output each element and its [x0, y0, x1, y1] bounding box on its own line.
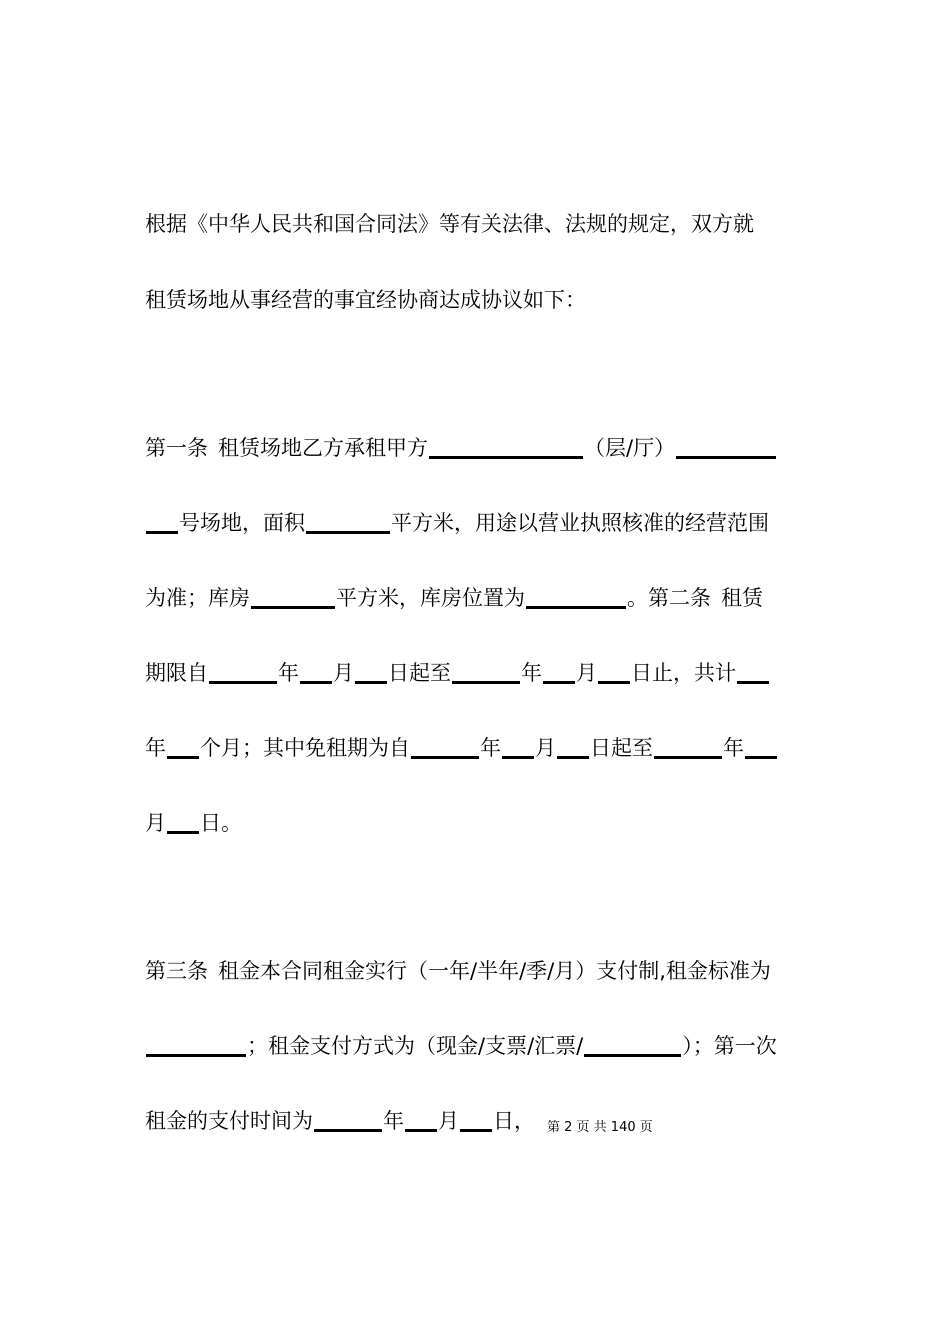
day-from-label: 日起至 — [590, 736, 653, 760]
rent-free-label: 个月；其中免租期为自 — [200, 736, 410, 760]
intro-text-1: 根据《中华人民共和国合同法》等有关法律、法规的规定，双方就 — [145, 212, 754, 236]
floor-blank[interactable] — [429, 448, 583, 459]
article-3-line-2 — [145, 1026, 777, 1066]
article-3-line-3 — [145, 1101, 653, 1141]
month-label: 月 — [333, 661, 354, 685]
year-label: 年 — [383, 1109, 404, 1133]
article-1-line-1 — [145, 428, 777, 468]
warehouse-location-blank[interactable] — [526, 598, 626, 609]
area-blank[interactable] — [306, 523, 390, 534]
payment-day-blank[interactable] — [460, 1121, 492, 1132]
free-end-day-blank[interactable] — [167, 823, 199, 834]
article-3-line-1 — [145, 951, 771, 991]
usage-text: 平方米，用途以营业执照核准的经营范围 — [391, 511, 769, 535]
year-label: 年 — [145, 736, 166, 760]
payment-time-label: 租金的支付时间为 — [145, 1109, 313, 1133]
intro-line-1 — [145, 204, 754, 244]
month-label: 月 — [438, 1109, 459, 1133]
article-2-title: 租赁 — [721, 586, 763, 610]
day-end-label: 日。 — [200, 811, 242, 835]
end-day-blank[interactable] — [598, 673, 630, 684]
site-number-blank-end[interactable] — [146, 523, 178, 534]
payment-method-label: ；租金支付方式为（现金/支票/汇票/ — [247, 1034, 584, 1058]
year-label: 年 — [521, 661, 542, 685]
end-year-blank[interactable] — [452, 673, 520, 684]
payment-other-blank[interactable] — [584, 1046, 681, 1057]
article-1-line-2 — [145, 503, 769, 543]
payment-month-blank[interactable] — [405, 1121, 437, 1132]
start-year-blank[interactable] — [209, 673, 277, 684]
article-3-text: 租金本合同租金实行（一年/半年/季/月）支付制,租金标准为 — [218, 959, 771, 983]
start-day-blank[interactable] — [355, 673, 387, 684]
total-years-blank[interactable] — [737, 673, 769, 684]
day-to-label: 日止，共计 — [631, 661, 736, 685]
day-from-label: 日起至 — [388, 661, 451, 685]
end-month-blank[interactable] — [543, 673, 575, 684]
article-1-line-3 — [145, 578, 763, 618]
article-2-line-2 — [145, 728, 778, 768]
intro-line-2 — [145, 280, 586, 320]
article-3-label: 第三条 — [145, 959, 208, 983]
site-area-label: 号场地，面积 — [179, 511, 305, 535]
total-months-blank[interactable] — [167, 748, 199, 759]
free-start-year-blank[interactable] — [411, 748, 479, 759]
article-1-text: 租赁场地乙方承租甲方 — [218, 436, 428, 460]
month-label: 月 — [576, 661, 597, 685]
intro-text-2: 租赁场地从事经营的事宜经协商达成协议如下： — [145, 288, 586, 312]
year-label: 年 — [723, 736, 744, 760]
term-from-label: 期限自 — [145, 661, 208, 685]
year-label: 年 — [278, 661, 299, 685]
free-end-year-blank[interactable] — [654, 748, 722, 759]
warehouse-area-blank[interactable] — [251, 598, 335, 609]
month-label: 月 — [535, 736, 556, 760]
payment-year-blank[interactable] — [314, 1121, 382, 1132]
warehouse-label: 为准；库房 — [145, 586, 250, 610]
year-label: 年 — [480, 736, 501, 760]
rent-standard-blank[interactable] — [146, 1046, 246, 1057]
site-number-blank-start[interactable] — [676, 448, 776, 459]
article-2-label: 。第二条 — [627, 586, 711, 610]
warehouse-location-label: 平方米，库房位置为 — [336, 586, 525, 610]
free-start-day-blank[interactable] — [557, 748, 589, 759]
free-end-month-blank[interactable] — [745, 748, 777, 759]
first-payment-label: ）；第一次 — [682, 1034, 777, 1058]
page-number: 第 2 页 共 140 页 — [547, 1120, 653, 1135]
article-2-line-1 — [145, 653, 770, 693]
month-label: 月 — [145, 811, 166, 835]
article-1-label: 第一条 — [145, 436, 208, 460]
free-start-month-blank[interactable] — [502, 748, 534, 759]
article-2-line-3 — [145, 803, 242, 843]
payment-day-label: 日， — [493, 1109, 535, 1133]
floor-hall-label: （层/厅） — [584, 436, 676, 460]
start-month-blank[interactable] — [300, 673, 332, 684]
